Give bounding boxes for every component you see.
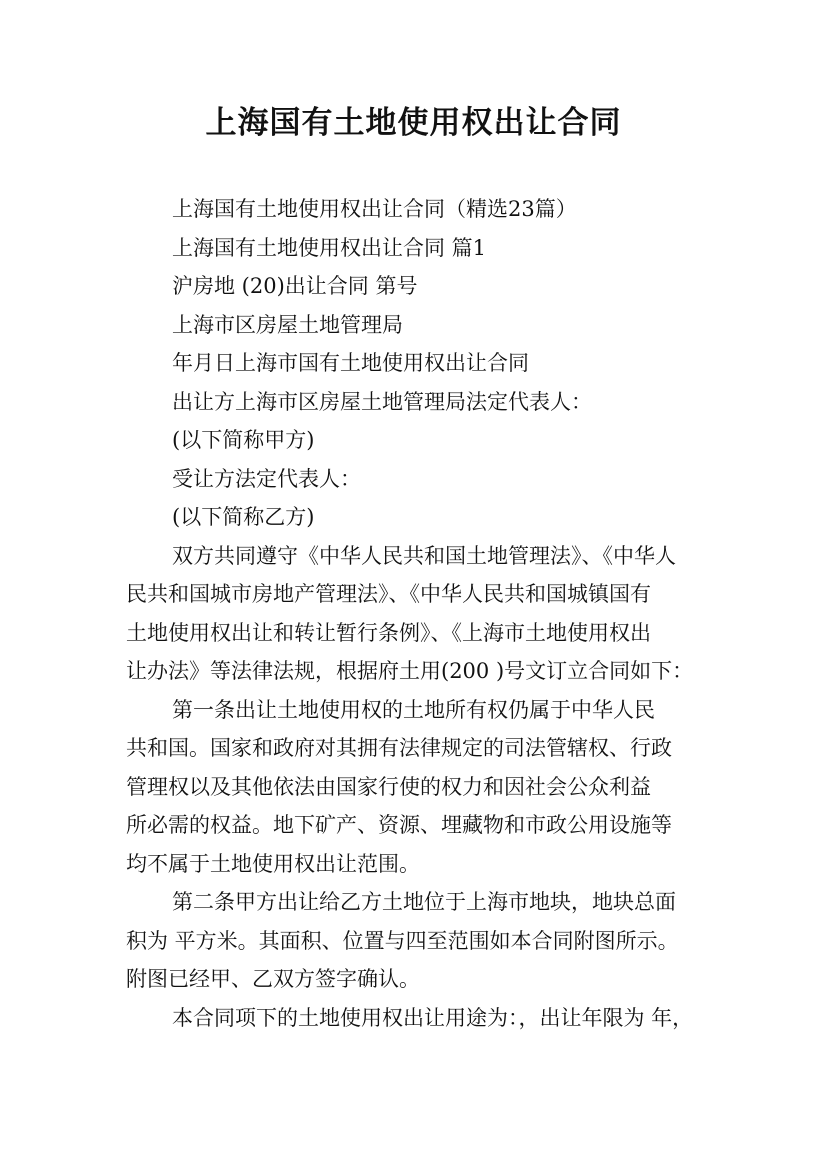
party-b-abbrev-line: (以下简称乙方): [172, 505, 315, 529]
preamble-line: 民共和国城市房地产管理法》、《中华人民共和国城镇国有: [126, 582, 651, 606]
article-one-line: 均不属于土地使用权出让范围。: [126, 851, 420, 876]
contract-heading-line: 上海国有土地使用权出让合同（精选23篇）: [172, 197, 577, 221]
land-use-line: 本合同项下的土地使用权出让用途为：，出让年限为 年，: [172, 1005, 694, 1030]
transferor-line: 出让方上海市区房屋土地管理局法定代表人：: [172, 389, 592, 414]
authority-line: 上海市区房屋土地管理局: [172, 312, 403, 337]
party-a-abbrev-line: (以下简称甲方): [172, 428, 315, 452]
contract-number-line: 沪房地 (20)出让合同 第号: [172, 274, 418, 298]
contract-part-line: 上海国有土地使用权出让合同 篇1: [172, 235, 487, 260]
preamble-line: 让办法》等法律法规，根据府土用(200 )号文订立合同如下：: [126, 659, 694, 683]
document-title: 上海国有土地使用权出让合同: [205, 105, 622, 141]
article-one-line: 管理权以及其他依法由国家行使的权力和因社会公众利益: [126, 774, 651, 799]
article-one-line: 共和国。国家和政府对其拥有法律规定的司法管辖权、行政: [126, 736, 672, 760]
preamble-line: 双方共同遵守《中华人民共和国土地管理法》、《中华人: [172, 543, 676, 568]
date-contract-line: 年月日上海市国有土地使用权出让合同: [172, 351, 529, 375]
preamble-line: 土地使用权出让和转让暂行条例》、《上海市土地使用权出: [126, 620, 651, 645]
article-one-line: 所必需的权益。地下矿产、资源、埋藏物和市政公用设施等: [126, 813, 672, 837]
transferee-line: 受让方法定代表人：: [172, 466, 361, 491]
article-two-line: 积为 平方米。其面积、位置与四至范围如本合同附图所示。: [126, 928, 679, 953]
article-two-line: 附图已经甲、乙双方签字确认。: [126, 967, 420, 991]
article-two-line: 第二条甲方出让给乙方土地位于上海市地块，地块总面: [172, 890, 676, 914]
article-one-line: 第一条出让土地使用权的土地所有权仍属于中华人民: [172, 697, 655, 722]
document-body: [126, 190, 716, 1037]
